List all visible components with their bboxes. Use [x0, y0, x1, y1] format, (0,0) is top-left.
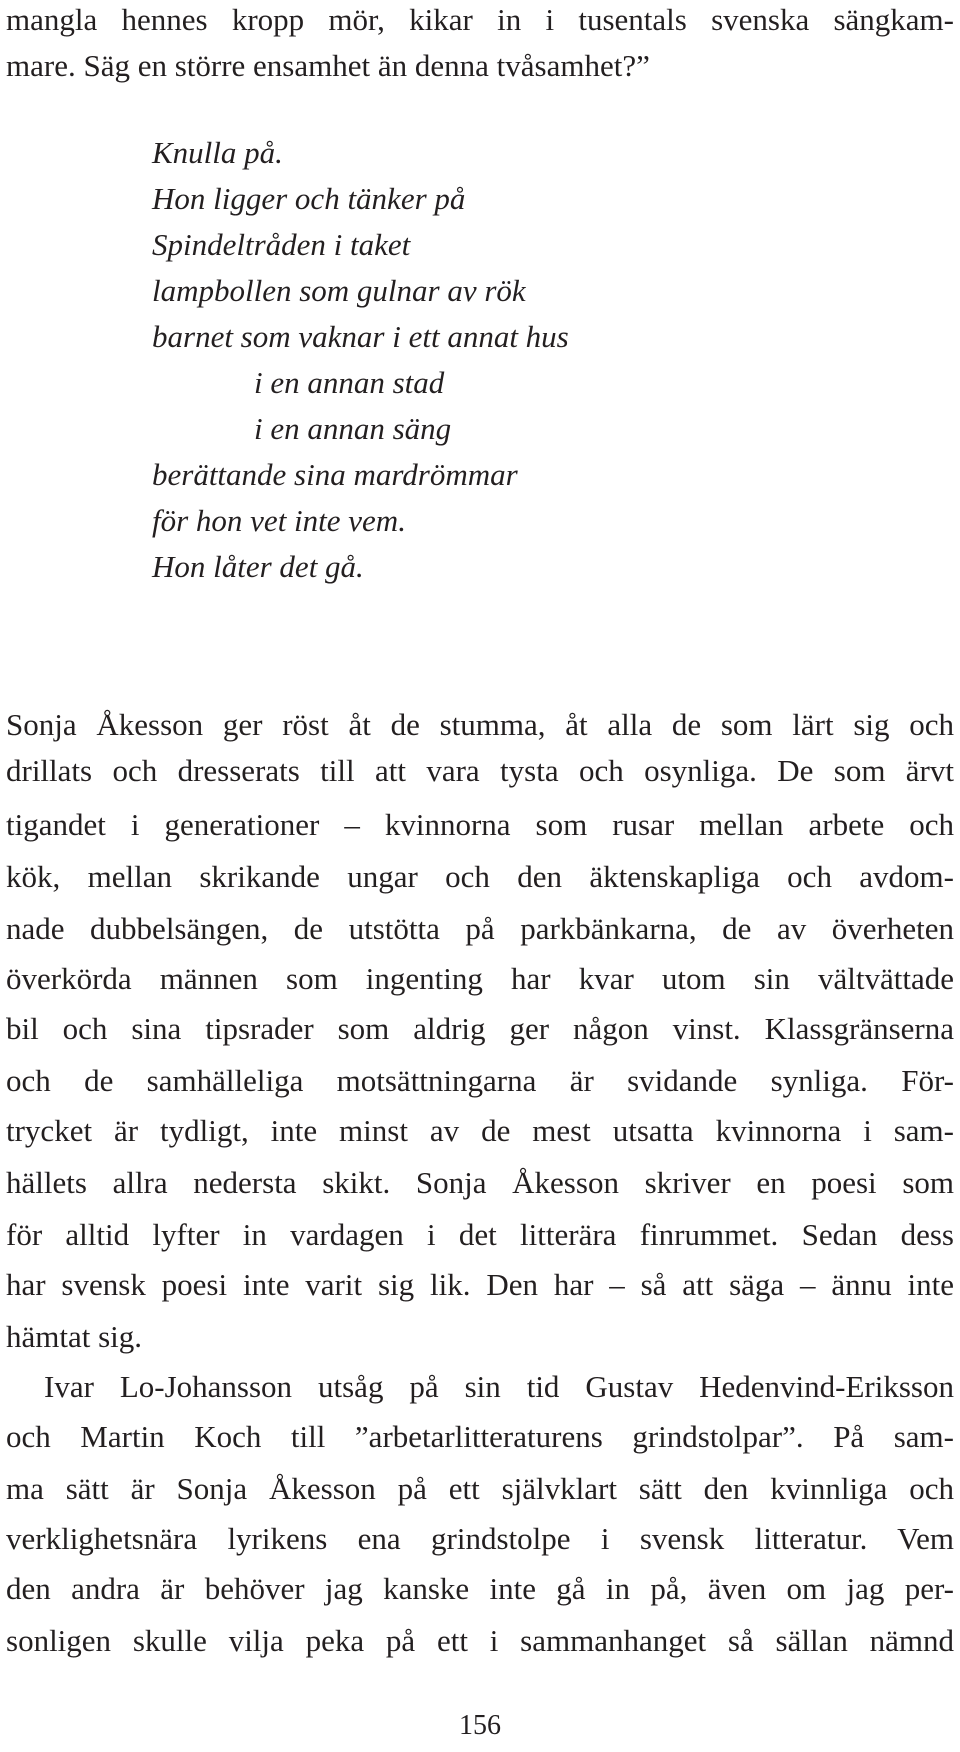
text-line: hällets allra nedersta skikt. Sonja Åkesson skriver en poesi som	[6, 1165, 954, 1200]
text-line: sonligen skulle vilja peka på ett i sammanhanget så sällan nämnd	[6, 1623, 954, 1658]
text-line: trycket är tydligt, inte minst av de mest utsatta kvinnorna i sam-	[6, 1113, 954, 1148]
text-line: för alltid lyfter in vardagen i det litterära finrummet. Sedan dess	[6, 1217, 954, 1252]
text-line: och Martin Koch till ”arbetarlitteraturens grindstolpar”. På sam-	[6, 1419, 954, 1454]
text-line: nade dubbelsängen, de utstötta på parkbänkarna, de av överheten	[6, 911, 954, 946]
poem-line: Hon ligger och tänker på	[152, 181, 466, 216]
page-number: 156	[459, 1710, 501, 1741]
text-line: Ivar Lo-Johansson utsåg på sin tid Gustav Hedenvind-Eriksson	[44, 1369, 954, 1404]
poem-line: i en annan stad	[254, 365, 445, 400]
poem-line: berättande sina mardrömmar	[152, 457, 518, 492]
poem-line: Spindeltråden i taket	[152, 227, 411, 262]
poem-line: för hon vet inte vem.	[152, 503, 406, 538]
text-line: hämtat sig.	[6, 1319, 143, 1354]
text-line: kök, mellan skrikande ungar och den äktenskapliga och avdom-	[6, 859, 954, 894]
text-line: Sonja Åkesson ger röst åt de stumma, åt alla de som lärt sig och	[6, 707, 954, 742]
text-line: mare. Säg en större ensamhet än denna tvåsamhet?”	[6, 48, 650, 83]
poem-line: i en annan säng	[254, 411, 452, 446]
text-line: bil och sina tipsrader som aldrig ger någon vinst. Klassgränserna	[6, 1011, 954, 1046]
poem-line: lampbollen som gulnar av rök	[152, 273, 526, 308]
poem-line: Hon låter det gå.	[152, 549, 364, 584]
poem-line: barnet som vaknar i ett annat hus	[152, 319, 569, 354]
text-line: har svensk poesi inte varit sig lik. Den har – så att säga – ännu inte	[6, 1267, 954, 1302]
text-line: överkörda männen som ingenting har kvar utom sin vältvättade	[6, 961, 954, 996]
text-line: och de samhälleliga motsättningarna är svidande synliga. För-	[6, 1063, 954, 1098]
text-line: drillats och dresserats till att vara tysta och osynliga. De som ärvt	[6, 753, 954, 788]
text-line: tigandet i generationer – kvinnorna som rusar mellan arbete och	[6, 807, 954, 842]
text-line: verklighetsnära lyrikens ena grindstolpe i svensk litteratur. Vem	[6, 1521, 954, 1556]
text-line: den andra är behöver jag kanske inte gå in på, även om jag per-	[6, 1571, 954, 1606]
poem-line: Knulla på.	[152, 135, 283, 170]
text-line: mangla hennes kropp mör, kikar in i tusentals svenska sängkam-	[6, 2, 954, 37]
text-line: ma sätt är Sonja Åkesson på ett självklart sätt den kvinnliga och	[6, 1471, 954, 1506]
